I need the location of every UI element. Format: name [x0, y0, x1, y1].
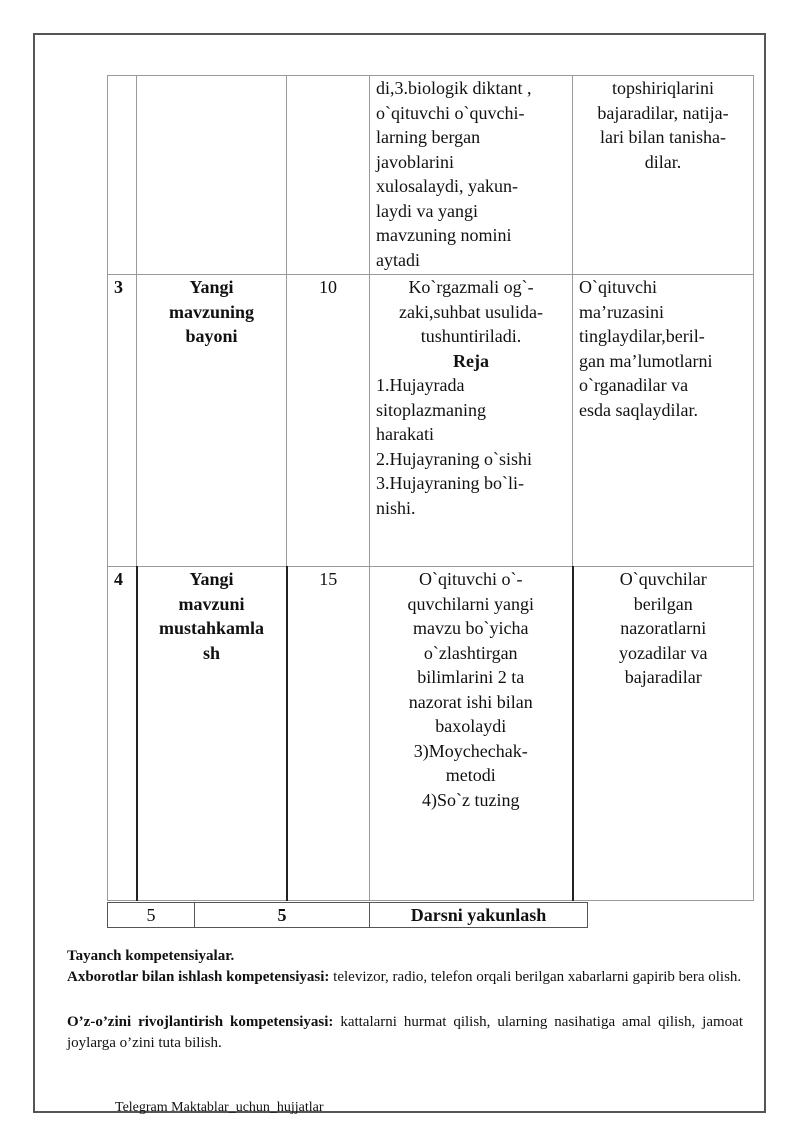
plan-item: harakati [376, 424, 434, 444]
text-line: metodi [445, 765, 496, 785]
cell-teacher-activity [370, 275, 573, 567]
text-line: di,3.biologik diktant , [376, 78, 532, 98]
text-line: aytadi [376, 249, 420, 270]
table-row-5 [108, 903, 588, 928]
cell-time: 15 [287, 567, 370, 901]
text-line: Yangi [189, 569, 234, 589]
text-line: tinglaydilar,beril- [579, 326, 705, 346]
plan-item: 1.Hujayrada [376, 375, 465, 395]
text-line: larning bergan [376, 127, 481, 147]
text-line: O`qituvchi [579, 277, 657, 297]
competency-label: O’z-o’zini rivojlantirish kompetensiyasi: [67, 1014, 334, 1030]
cell-time: 10 [287, 275, 370, 567]
competency-1 [67, 967, 743, 988]
cell-teacher-activity [370, 567, 573, 901]
text-line: mavzuning [168, 301, 255, 322]
text-line: lari bilan tanisha- [600, 127, 726, 147]
plan-item: sitoplazmaning [376, 399, 486, 420]
text-line: O`quvchilar [619, 569, 707, 589]
text-line: xulosalaydi, yakun- [376, 176, 518, 196]
cell-num: 5 [108, 903, 195, 928]
text-line: laydi va yangi [376, 200, 478, 221]
cell-time: 5 [195, 903, 370, 928]
text-line: bayoni [185, 326, 238, 346]
cell-num: 3 [108, 275, 137, 567]
cell-num: 4 [108, 567, 137, 901]
text-line: bilimlarini 2 ta [417, 667, 525, 687]
text-line: yozadilar va [619, 642, 708, 663]
table-row-continuation [108, 76, 754, 275]
text-line: 4)So`z tuzing [422, 789, 520, 810]
text-line: Yangi [189, 277, 234, 297]
competency-text: televizor, radio, telefon orqali berilgan xabarlarni gapirib bera olish. [329, 969, 742, 985]
table-row-4 [108, 567, 754, 901]
table-row-3 [108, 275, 754, 567]
text-line: mavzuning nomini [376, 225, 512, 245]
footer-note: Telegram Maktablar_uchun_hujjatlar [115, 1100, 324, 1115]
text-line: O`qituvchi o`- [419, 569, 523, 589]
plan-title: Reja [453, 350, 489, 371]
cell-student-activity [573, 567, 754, 901]
text-line: bajaradilar, natija- [597, 102, 729, 123]
competency-text: kattalarni hurmat qilish, ularning nasihatiga amal qilish, jamoat joylarga o’zini tuta bilish. [67, 1014, 743, 1051]
text-line: mustahkamla [158, 618, 265, 638]
cell-student-activity [573, 76, 754, 275]
text-line: o`rganadilar va [579, 375, 689, 395]
plan-item: nishi. [376, 497, 416, 518]
text-line: mavzuni [178, 593, 245, 614]
text-line: gan ma’lumotlarni [579, 350, 713, 371]
cell-stage [137, 567, 287, 901]
cell-stage [137, 275, 287, 567]
competencies-heading [67, 946, 743, 967]
cell-num [108, 76, 137, 275]
final-row-table [107, 902, 588, 928]
text-line: ma’ruzasini [579, 301, 664, 322]
text-line: o`qituvchi o`quvchi- [376, 102, 525, 123]
text-line: o`zlashtirgan [423, 642, 518, 663]
text-line: nazorat ishi bilan [408, 691, 533, 712]
plan-item: 2.Hujayraning o`sishi [376, 448, 532, 469]
text-line: quvchilarni yangi [407, 593, 534, 614]
cell-student-activity [573, 275, 754, 567]
text-line: nazoratlarni [620, 618, 707, 638]
lesson-table [107, 75, 754, 901]
text-line: berilgan [633, 593, 693, 614]
cell-stage [137, 76, 287, 275]
text-line: topshiriqlarini [612, 78, 714, 98]
text-line: baxolaydi [435, 716, 507, 736]
cell-teacher-activity [370, 76, 573, 275]
text-line: 3)Moychechak- [413, 740, 528, 761]
text-line: dilar. [644, 151, 682, 172]
competency-label: Axborotlar bilan ishlash kompetensiyasi: [67, 969, 330, 985]
heading-text: Tayanch kompetensiyalar. [67, 948, 235, 964]
plan-item: 3.Hujayraning bo`li- [376, 473, 524, 493]
text-line: tushuntiriladi. [420, 326, 522, 346]
text-line: javoblarini [376, 151, 454, 172]
text-line: zaki,suhbat usulida- [399, 301, 543, 322]
text-line: Ko`rgazmali og`- [408, 277, 534, 297]
competency-2 [67, 1012, 743, 1054]
cell-stage: Darsni yakunlash [370, 903, 588, 928]
text-line: bajaradilar [624, 667, 702, 687]
text-line: esda saqlaydilar. [579, 399, 698, 420]
cell-time [287, 76, 370, 275]
text-line: sh [202, 642, 220, 663]
text-line: mavzu bo`yicha [413, 618, 529, 638]
